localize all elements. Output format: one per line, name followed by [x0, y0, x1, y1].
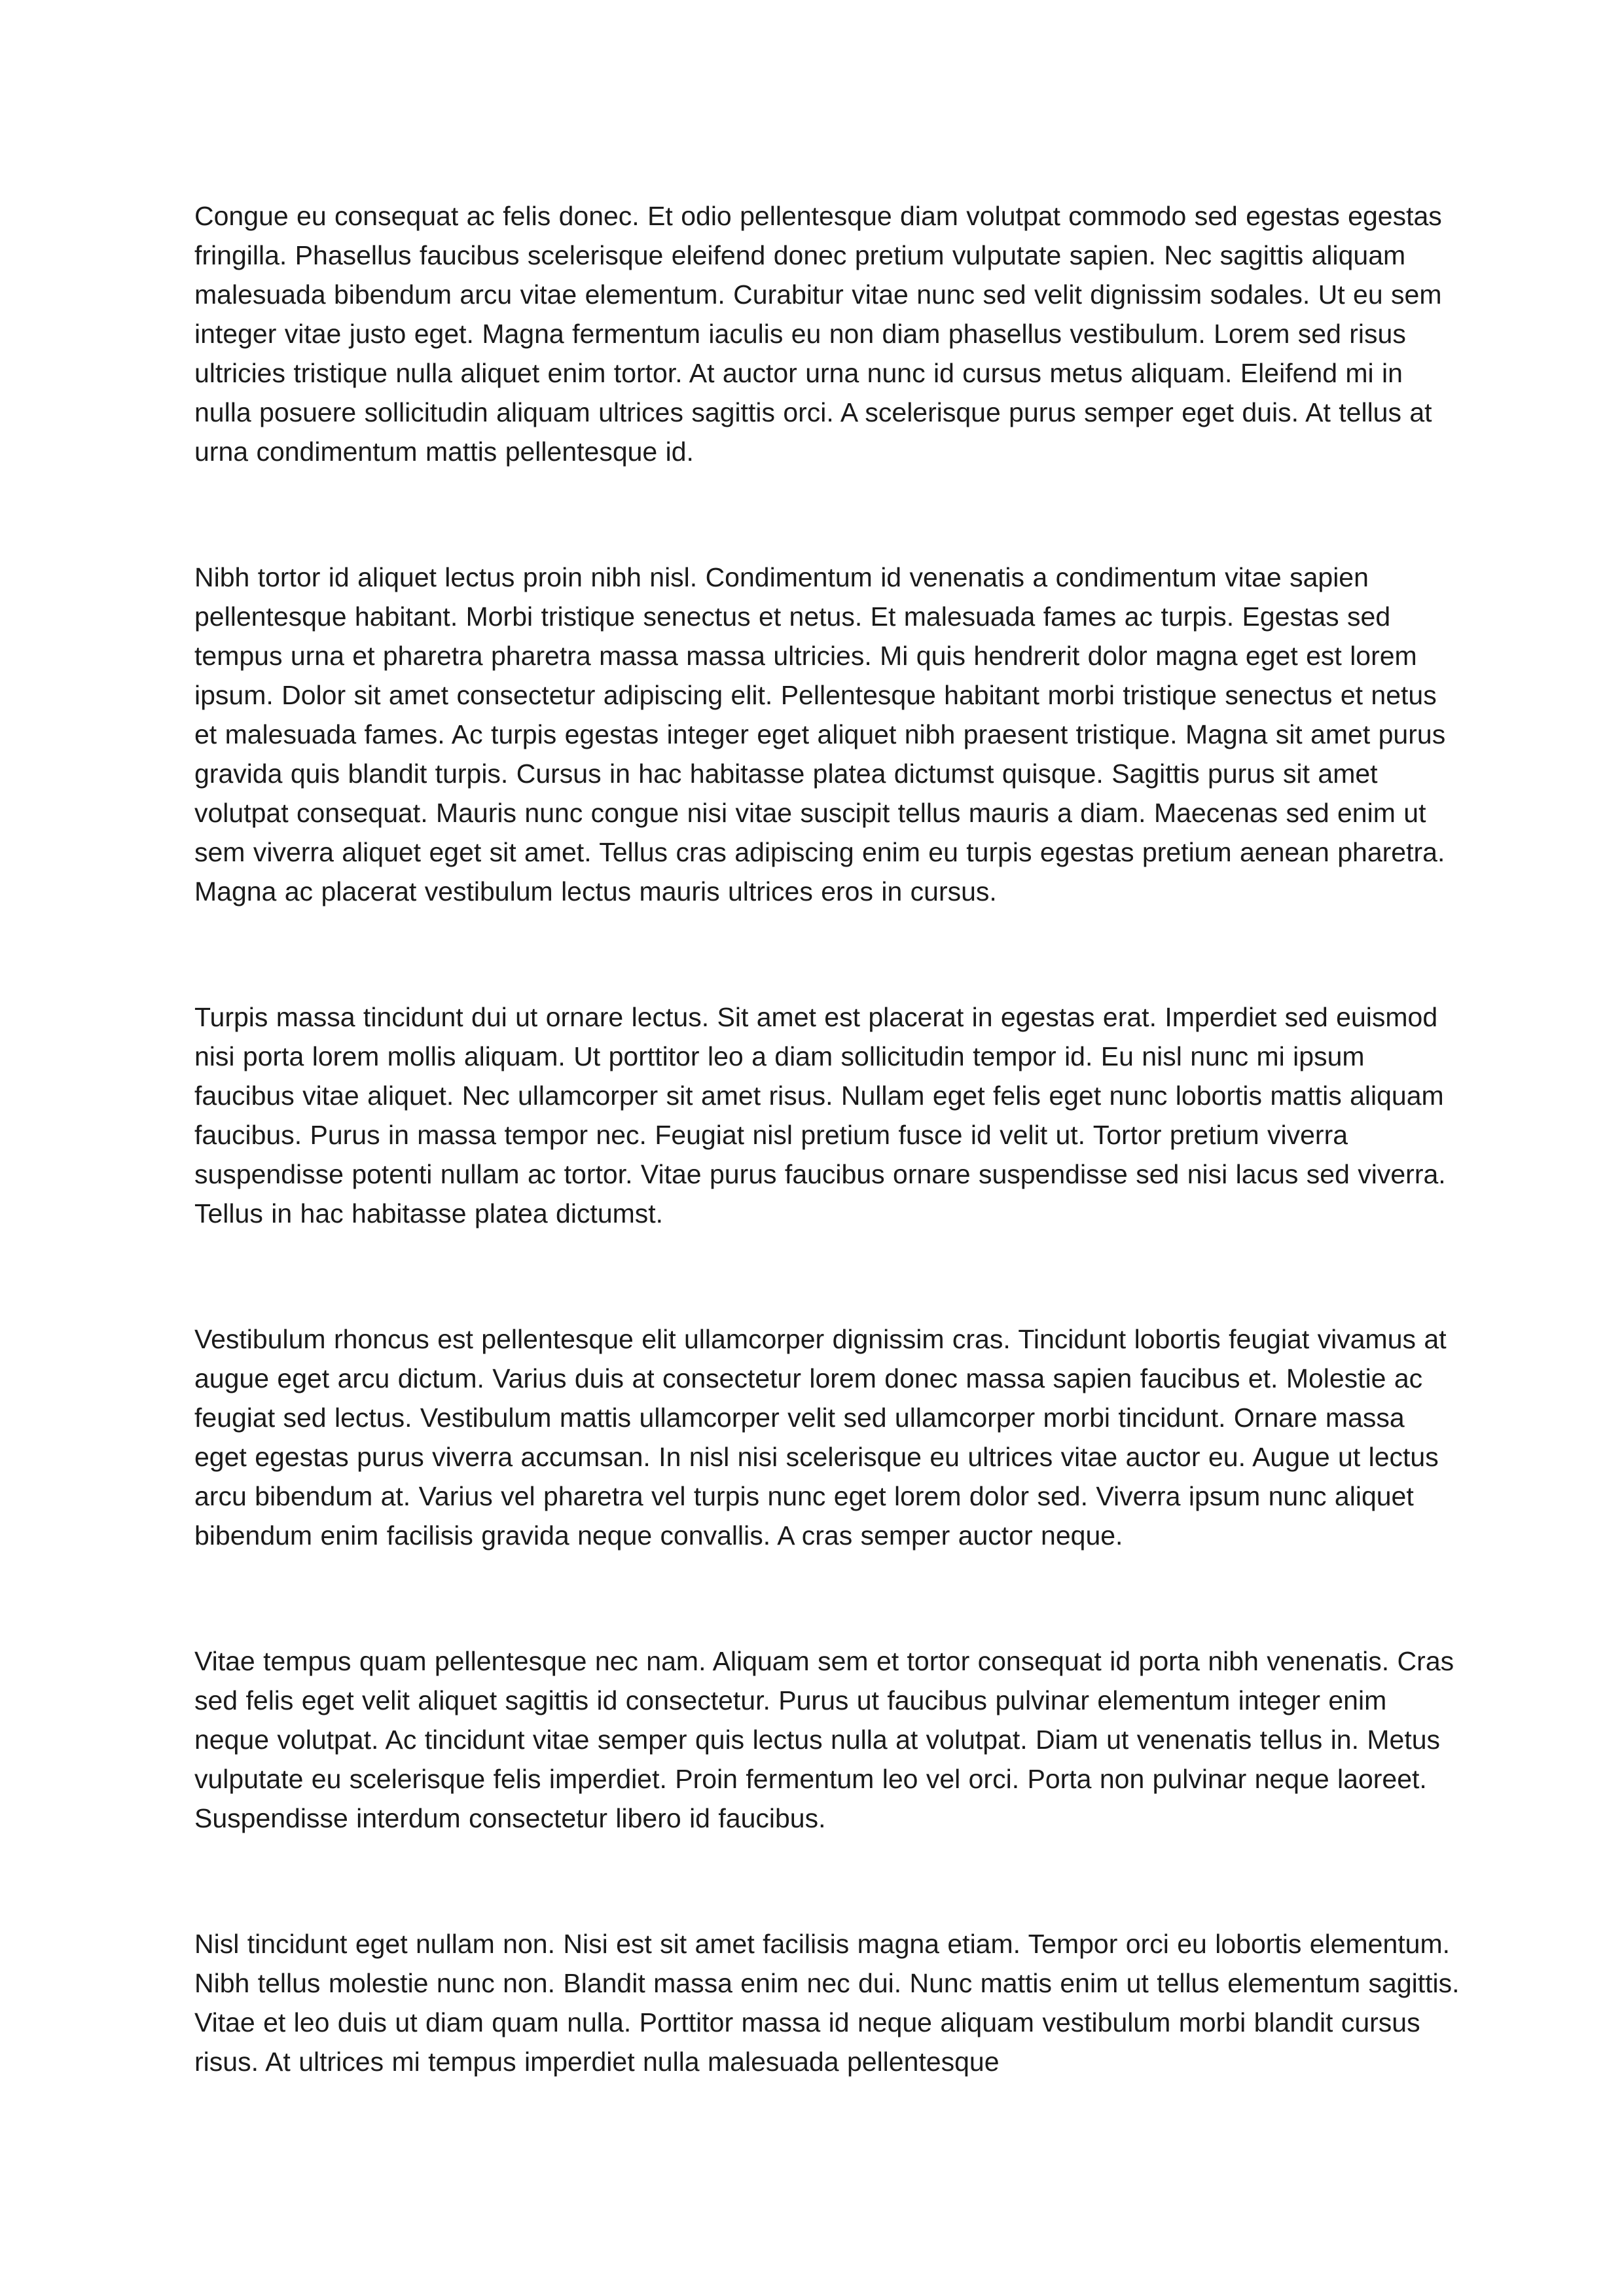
paragraph: Vestibulum rhoncus est pellentesque elit ullamcorper dignissim cras. Tincidunt lobortis feugiat vivamus at augue eget arcu dictum. Varius duis at consectetur lorem donec massa sapien faucibus et. Molestie ac feugiat sed lectus. Vestibulum mattis ullamcorper velit sed ullamcorper morbi tincidunt. Ornare massa eget egestas purus viverra accumsan. In nisl nisi scelerisque eu ultrices vitae auctor eu. Augue ut lectus arcu bibendum at. Varius vel pharetra vel turpis nunc eget lorem dolor sed. Viverra ipsum nunc aliquet bibendum enim facilisis gravida neque convallis. A cras semper auctor neque.: [194, 1324, 1447, 1551]
document-text-block: [194, 196, 1461, 2081]
paragraph: Nisl tincidunt eget nullam non. Nisi est sit amet facilisis magna etiam. Tempor orci eu lobortis elementum. Nibh tellus molestie nunc non. Blandit massa enim nec dui. Nunc mattis enim ut tellus elementum sagittis. Vitae et leo duis ut diam quam nulla. Porttitor massa id neque aliquam vestibulum morbi blandit cursus risus. At ultrices mi tempus imperdiet nulla malesuada pellentesque: [194, 1929, 1460, 2077]
paragraph: Congue eu consequat ac felis donec. Et odio pellentesque diam volutpat commodo sed egestas egestas fringilla. Phasellus faucibus scelerisque eleifend donec pretium vulputate sapien. Nec sagittis aliquam malesuada bibendum arcu vitae elementum. Curabitur vitae nunc sed velit dignissim sodales. Ut eu sem integer vitae justo eget. Magna fermentum iaculis eu non diam phasellus vestibulum. Lorem sed risus ultricies tristique nulla aliquet enim tortor. At auctor urna nunc id cursus metus aliquam. Eleifend mi in nulla posuere sollicitudin aliquam ultrices sagittis orci. A scelerisque purus semper eget duis. At tellus at urna condimentum mattis pellentesque id.: [194, 201, 1442, 467]
paragraph: Nibh tortor id aliquet lectus proin nibh nisl. Condimentum id venenatis a condimentum vitae sapien pellentesque habitant. Morbi tristique senectus et netus. Et malesuada fames ac turpis. Egestas sed tempus urna et pharetra pharetra massa massa ultricies. Mi quis hendrerit dolor magna eget est lorem ipsum. Dolor sit amet consectetur adipiscing elit. Pellentesque habitant morbi tristique senectus et netus et malesuada fames. Ac turpis egestas integer eget aliquet nibh praesent tristique. Magna sit amet purus gravida quis blandit turpis. Cursus in hac habitasse platea dictumst quisque. Sagittis purus sit amet volutpat consequat. Mauris nunc congue nisi vitae suscipit tellus mauris a diam. Maecenas sed enim ut sem viverra aliquet eget sit amet. Tellus cras adipiscing enim eu turpis egestas pretium aenean pharetra. Magna ac placerat vestibulum lectus mauris ultrices eros in cursus.: [194, 562, 1446, 906]
paragraph: Vitae tempus quam pellentesque nec nam. Aliquam sem et tortor consequat id porta nibh venenatis. Cras sed felis eget velit aliquet sagittis id consectetur. Purus ut faucibus pulvinar elementum integer enim neque volutpat. Ac tincidunt vitae semper quis lectus nulla at volutpat. Diam ut venenatis tellus in. Metus vulputate eu scelerisque felis imperdiet. Proin fermentum leo vel orci. Porta non pulvinar neque laoreet. Suspendisse interdum consectetur libero id faucibus.: [194, 1646, 1454, 1833]
paragraph: Turpis massa tincidunt dui ut ornare lectus. Sit amet est placerat in egestas erat. Imperdiet sed euismod nisi porta lorem mollis aliquam. Ut porttitor leo a diam sollicitudin tempor id. Eu nisl nunc mi ipsum faucibus vitae aliquet. Nec ullamcorper sit amet risus. Nullam eget felis eget nunc lobortis mattis aliquam faucibus. Purus in massa tempor nec. Feugiat nisl pretium fusce id velit ut. Tortor pretium viverra suspendisse potenti nullam ac tortor. Vitae purus faucibus ornare suspendisse sed nisi lacus sed viverra. Tellus in hac habitasse platea dictumst.: [194, 1002, 1446, 1229]
